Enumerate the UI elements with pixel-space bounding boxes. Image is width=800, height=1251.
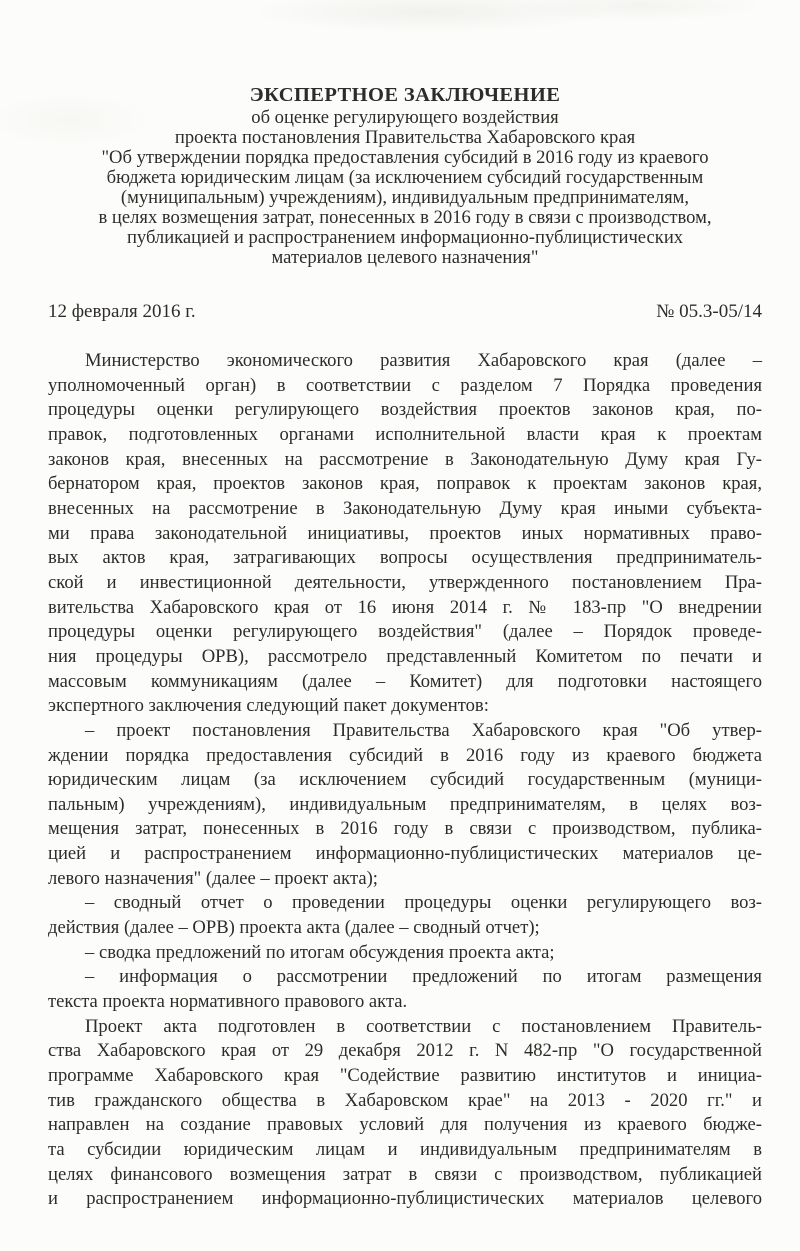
body-line: пальным) учреждениям), индивидуальным предпринимателям, в целях воз- — [48, 793, 762, 815]
paragraph — [48, 719, 762, 892]
document-number: № 05.3-05/14 — [656, 301, 762, 322]
paragraph — [48, 965, 762, 1014]
body-line: левого назначения" (далее – проект акта); — [48, 867, 378, 889]
body-line: экспертного заключения следующий пакет документов: — [48, 695, 489, 717]
body-line: правок, подготовленных органами исполнительной власти края к проектам — [48, 423, 762, 445]
subtitle-line: "Об утверждении порядка предоставления субсидий в 2016 году из краевого — [101, 147, 709, 168]
body-line: Проект акта подготовлен в соответствии с постановлением Правитель- — [85, 1015, 762, 1037]
body-line: массовым коммуникациям (далее – Комитет) для подготовки настоящего — [48, 670, 762, 692]
body-line: – сводный отчет о проведении процедуры оценки регулирующего воз- — [85, 892, 762, 914]
subtitle-line: в целях возмещения затрат, понесенных в 2016 году в связи с производством, — [98, 207, 712, 228]
body-line: текста проекта нормативного правового акта. — [48, 991, 408, 1013]
body-line: целях финансового возмещения затрат в связи с производством, публикацией — [48, 1163, 762, 1185]
document-body — [48, 349, 762, 1212]
body-line: – сводка предложений по итогам обсуждения проекта акта; — [85, 941, 555, 963]
body-line: юридическим лицам (за исключением субсидий государственным (муници- — [48, 769, 762, 791]
body-line: – информация о рассмотрении предложений по итогам размещения — [85, 966, 762, 988]
subtitle-line: проекта постановления Правительства Хабаровского края — [174, 127, 636, 148]
document-meta-row — [48, 301, 762, 323]
body-line: вительства Хабаровского края от 16 июня 2014 г. № 183-пр "О внедрении — [48, 596, 762, 618]
body-line: действия (далее – ОРВ) проекта акта (далее – сводный отчет); — [48, 917, 540, 939]
body-line: та субсидии юридическим лицам и индивидуальным предпринимателям в — [48, 1139, 762, 1160]
paragraph — [48, 891, 762, 940]
body-line: – проект постановления Правительства Хабаровского края "Об утвер- — [85, 719, 762, 741]
body-line: и распространением информационно-публицистических материалов целевого — [48, 1188, 762, 1210]
paragraph — [48, 349, 762, 719]
body-line: тив гражданского общества в Хабаровском крае" на 2013 - 2020 гг." и — [48, 1089, 762, 1111]
body-line: мещения затрат, понесенных в 2016 году в связи с производством, публика- — [48, 818, 762, 840]
body-line: вых актов края, затрагивающих вопросы осуществления предприниматель- — [48, 547, 762, 569]
document-subtitle — [48, 108, 762, 268]
paragraph — [48, 941, 762, 966]
subtitle-line: публикацией и распространением информационно-публицистических — [126, 227, 684, 248]
body-line: направлен на создание правовых условий для получения из краевого бюдже- — [48, 1114, 762, 1136]
body-line: законов края, внесенных на рассмотрение в Законодательную Думу края Гу- — [48, 448, 762, 470]
body-line: ской и инвестиционной деятельности, утвержденного постановлением Пра- — [48, 571, 762, 593]
subtitle-line: бюджета юридическим лицам (за исключением субсидий государственным — [106, 167, 704, 188]
body-line: ства Хабаровского края от 29 декабря 2012 г. N 482-пр "О государственной — [48, 1040, 762, 1062]
body-line: программе Хабаровского края "Содействие развитию институтов и инициа- — [48, 1065, 762, 1087]
body-line: уполномоченный орган) в соответствии с разделом 7 Порядка проведения — [48, 374, 762, 396]
body-line: процедуры оценки регулирующего воздействия" (далее – Порядок проведе- — [48, 621, 762, 643]
body-line: ждении порядка предоставления субсидий в 2016 году из краевого бюджета — [48, 744, 762, 766]
body-line: ми права законодательной инициативы, проектов иных нормативных право- — [48, 522, 762, 544]
document-title: ЭКСПЕРТНОЕ ЗАКЛЮЧЕНИЕ — [249, 84, 561, 106]
body-line: бернатором края, проектов законов края, поправок к проектам законов края, — [48, 473, 762, 495]
subtitle-line: (муниципальным) учреждениям), индивидуальным предпринимателям, — [120, 187, 690, 208]
body-line: цией и распространением информационно-публицистических материалов це- — [48, 843, 762, 865]
subtitle-line: материалов целевого назначения" — [271, 247, 539, 268]
body-line: внесенных на рассмотрение в Законодательную Думу края иными субъекта- — [48, 497, 762, 519]
body-line: Министерство экономического развития Хабаровского края (далее – — [85, 350, 762, 371]
body-line: ния процедуры ОРВ), рассмотрело представленный Комитетом по печати и — [48, 645, 762, 667]
subtitle-line: об оценке регулирующего воздействия — [251, 107, 559, 128]
body-line: процедуры оценки регулирующего воздействия проектов законов края, по- — [48, 399, 762, 421]
document-date: 12 февраля 2016 г. — [48, 301, 196, 322]
paragraph — [48, 1015, 762, 1212]
